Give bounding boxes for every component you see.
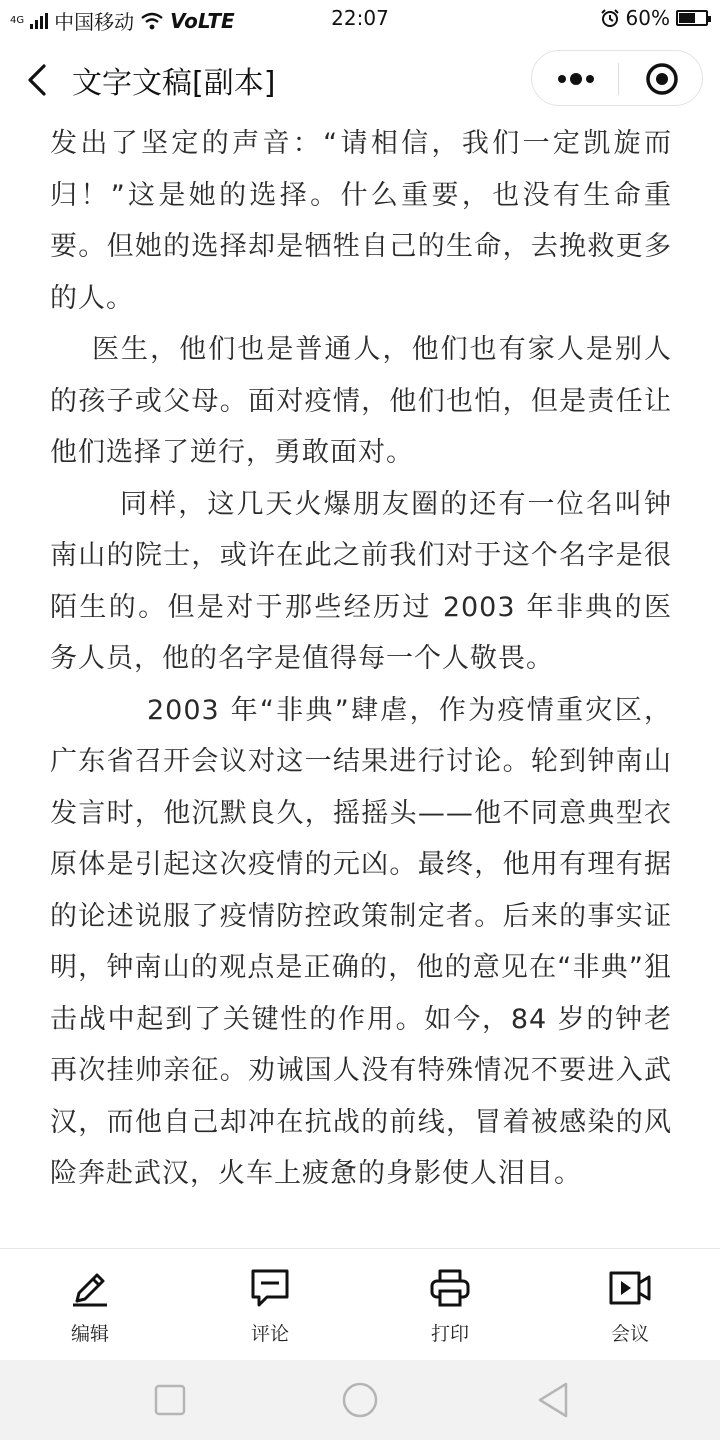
edit-button[interactable]	[0, 1249, 180, 1361]
meeting-label: 会议	[610, 1323, 649, 1345]
back-nav-icon[interactable]	[534, 1380, 574, 1420]
document-body	[50, 118, 672, 1200]
comment-button[interactable]	[180, 1249, 360, 1361]
printer-icon	[429, 1267, 471, 1309]
paragraph: 2003 年“非典”肆虐，作为疫情重灾区，广东省召开会议对这一结果进行讨论。轮到钟南山发言时，他沉默良久，摇摇头——他不同意典型衣原体是引起这次疫情的元凶。最终，他用有理有据的论述说服了疫情防控政策制定者。后来的事实证明，钟南山的观点是正确的，他的意见在“非典”狙击战中起到了关键性的作用。如今，84 岁的钟老再次挂帅亲征。劝诫国人没有特殊情况不要进入武汉，而他自己却冲在抗战的前线，冒着被感染的风险奔赴武汉，火车上疲惫的身影使人泪目。	[50, 694, 672, 1189]
pencil-icon	[69, 1267, 111, 1309]
system-navigation-bar	[0, 1360, 720, 1440]
alarm-icon	[600, 8, 620, 28]
recent-apps-icon[interactable]	[150, 1380, 190, 1420]
edit-label: 编辑	[70, 1323, 109, 1345]
close-mini-program-icon[interactable]	[645, 62, 679, 96]
paragraph: 医生，他们也是普通人，他们也有家人是别人的孩子或父母。面对疫情，他们也怕，但是责任让他们选择了逆行，勇敢面对。	[50, 334, 672, 468]
clock: 22:07	[331, 6, 389, 30]
comment-label: 评论	[250, 1323, 289, 1345]
battery-icon	[676, 10, 708, 26]
paragraph: 发出了坚定的声音：“请相信，我们一定凯旋而归！”这是她的选择。什么重要，也没有生命重要。但她的选择却是牺牲自己的生命，去挽救更多的人。	[50, 128, 672, 314]
status-bar	[0, 0, 720, 38]
paragraph: 同样，这几天火爆朋友圈的还有一位名叫钟南山的院士，或许在此之前我们对于这个名字是很陌生的。但是对于那些经历过 2003 年非典的医务人员，他的名字是值得每一个人敬畏。	[50, 488, 672, 674]
carrier-name: 中国移动	[54, 10, 135, 34]
meeting-button[interactable]	[540, 1249, 720, 1361]
print-label: 打印	[430, 1323, 469, 1345]
print-button[interactable]	[360, 1249, 540, 1361]
battery-percent: 60%	[625, 6, 670, 30]
network-type: 4G	[10, 14, 25, 26]
back-arrow-icon[interactable]	[18, 60, 58, 100]
home-icon[interactable]	[340, 1380, 380, 1420]
app-header	[0, 40, 720, 122]
bottom-toolbar	[0, 1248, 720, 1361]
volte-indicator: VoLTE	[170, 8, 235, 33]
more-dots-icon[interactable]	[554, 64, 598, 94]
comment-icon	[249, 1267, 291, 1309]
status-right	[600, 6, 708, 30]
video-camera-icon	[609, 1267, 651, 1309]
battery-level	[679, 13, 695, 23]
capsule-divider	[618, 63, 619, 95]
page-title: 文字文稿[副本]	[72, 66, 276, 101]
mini-program-capsule	[531, 50, 703, 106]
